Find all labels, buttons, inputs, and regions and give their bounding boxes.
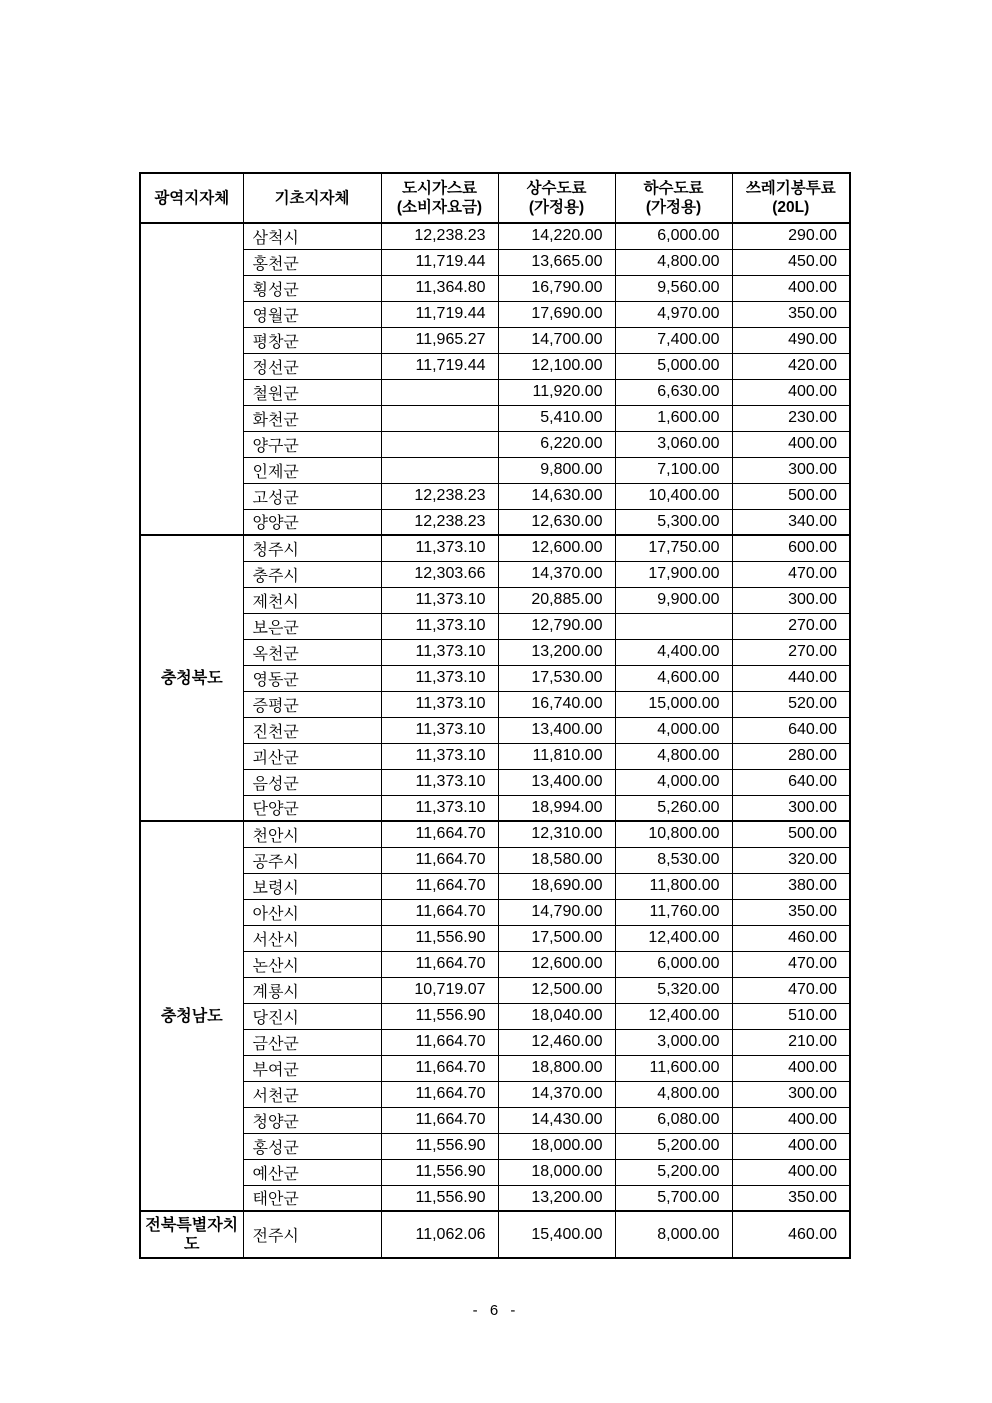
value-cell: 18,800.00	[498, 1055, 615, 1081]
value-cell: 14,630.00	[498, 483, 615, 509]
value-cell: 6,000.00	[615, 951, 732, 977]
value-cell: 280.00	[732, 743, 850, 769]
value-cell: 400.00	[732, 1133, 850, 1159]
table-row	[140, 925, 850, 951]
value-cell: 490.00	[732, 327, 850, 353]
table-row	[140, 327, 850, 353]
table-row	[140, 639, 850, 665]
value-cell: 5,000.00	[615, 353, 732, 379]
table-row	[140, 301, 850, 327]
value-cell: 12,238.23	[381, 509, 498, 535]
value-cell: 12,600.00	[498, 535, 615, 561]
city-cell: 홍천군	[243, 249, 381, 275]
value-cell: 5,700.00	[615, 1185, 732, 1211]
value-cell: 210.00	[732, 1029, 850, 1055]
value-cell: 11,664.70	[381, 1029, 498, 1055]
value-cell: 9,800.00	[498, 457, 615, 483]
value-cell: 14,220.00	[498, 223, 615, 249]
column-header-2: 기초지자체	[243, 173, 381, 223]
value-cell: 300.00	[732, 587, 850, 613]
city-cell: 제천시	[243, 587, 381, 613]
value-cell: 15,000.00	[615, 691, 732, 717]
table-row	[140, 873, 850, 899]
value-cell: 380.00	[732, 873, 850, 899]
value-cell: 11,373.10	[381, 665, 498, 691]
city-cell: 증평군	[243, 691, 381, 717]
value-cell: 18,000.00	[498, 1133, 615, 1159]
table-row	[140, 1029, 850, 1055]
city-cell: 철원군	[243, 379, 381, 405]
value-cell: 13,200.00	[498, 639, 615, 665]
value-cell: 400.00	[732, 1055, 850, 1081]
table-row	[140, 275, 850, 301]
value-cell: 5,410.00	[498, 405, 615, 431]
value-cell: 3,060.00	[615, 431, 732, 457]
value-cell: 350.00	[732, 899, 850, 925]
value-cell: 17,690.00	[498, 301, 615, 327]
city-cell: 당진시	[243, 1003, 381, 1029]
table-row	[140, 821, 850, 847]
table-row	[140, 249, 850, 275]
value-cell: 18,994.00	[498, 795, 615, 821]
table-row	[140, 535, 850, 561]
table-row	[140, 613, 850, 639]
city-cell: 횡성군	[243, 275, 381, 301]
value-cell: 11,556.90	[381, 1133, 498, 1159]
value-cell: 17,500.00	[498, 925, 615, 951]
value-cell: 5,260.00	[615, 795, 732, 821]
value-cell: 270.00	[732, 639, 850, 665]
value-cell: 400.00	[732, 1159, 850, 1185]
value-cell: 12,310.00	[498, 821, 615, 847]
value-cell: 11,373.10	[381, 613, 498, 639]
city-cell: 충주시	[243, 561, 381, 587]
value-cell: 290.00	[732, 223, 850, 249]
table-row	[140, 223, 850, 249]
value-cell: 11,719.44	[381, 249, 498, 275]
value-cell: 12,630.00	[498, 509, 615, 535]
value-cell: 13,400.00	[498, 769, 615, 795]
value-cell: 12,600.00	[498, 951, 615, 977]
value-cell: 11,600.00	[615, 1055, 732, 1081]
value-cell: 470.00	[732, 561, 850, 587]
city-cell: 음성군	[243, 769, 381, 795]
page-number: - 6 -	[472, 1302, 520, 1319]
table-row	[140, 899, 850, 925]
value-cell: 5,200.00	[615, 1159, 732, 1185]
value-cell: 11,373.10	[381, 587, 498, 613]
value-cell	[381, 431, 498, 457]
value-cell: 14,700.00	[498, 327, 615, 353]
city-cell: 천안시	[243, 821, 381, 847]
value-cell: 12,500.00	[498, 977, 615, 1003]
city-cell: 옥천군	[243, 639, 381, 665]
value-cell: 4,600.00	[615, 665, 732, 691]
value-cell: 11,920.00	[498, 379, 615, 405]
city-cell: 양구군	[243, 431, 381, 457]
value-cell: 4,400.00	[615, 639, 732, 665]
value-cell: 11,364.80	[381, 275, 498, 301]
table-row	[140, 717, 850, 743]
value-cell: 17,750.00	[615, 535, 732, 561]
value-cell: 8,000.00	[615, 1211, 732, 1258]
city-cell: 진천군	[243, 717, 381, 743]
value-cell: 11,556.90	[381, 1003, 498, 1029]
value-cell: 11,556.90	[381, 925, 498, 951]
table-row	[140, 743, 850, 769]
table-row	[140, 379, 850, 405]
value-cell: 12,100.00	[498, 353, 615, 379]
table-row	[140, 561, 850, 587]
value-cell: 450.00	[732, 249, 850, 275]
header-row	[140, 173, 850, 223]
city-cell: 괴산군	[243, 743, 381, 769]
value-cell: 11,664.70	[381, 899, 498, 925]
value-cell: 11,664.70	[381, 847, 498, 873]
value-cell: 7,100.00	[615, 457, 732, 483]
province-cell: 충청북도	[140, 535, 243, 821]
city-cell: 공주시	[243, 847, 381, 873]
table-row	[140, 1055, 850, 1081]
value-cell: 12,303.66	[381, 561, 498, 587]
value-cell: 460.00	[732, 925, 850, 951]
value-cell	[381, 379, 498, 405]
value-cell: 14,370.00	[498, 561, 615, 587]
value-cell: 300.00	[732, 457, 850, 483]
value-cell: 300.00	[732, 1081, 850, 1107]
value-cell: 18,000.00	[498, 1159, 615, 1185]
value-cell: 4,000.00	[615, 717, 732, 743]
value-cell: 440.00	[732, 665, 850, 691]
value-cell: 640.00	[732, 717, 850, 743]
city-cell: 단양군	[243, 795, 381, 821]
value-cell: 470.00	[732, 977, 850, 1003]
city-cell: 양양군	[243, 509, 381, 535]
value-cell: 400.00	[732, 431, 850, 457]
value-cell: 18,690.00	[498, 873, 615, 899]
value-cell: 470.00	[732, 951, 850, 977]
value-cell: 400.00	[732, 275, 850, 301]
city-cell: 보은군	[243, 613, 381, 639]
city-cell: 삼척시	[243, 223, 381, 249]
value-cell: 460.00	[732, 1211, 850, 1258]
value-cell: 12,400.00	[615, 925, 732, 951]
value-cell: 4,800.00	[615, 249, 732, 275]
city-cell: 영동군	[243, 665, 381, 691]
value-cell: 17,530.00	[498, 665, 615, 691]
table-row	[140, 1185, 850, 1211]
table-row	[140, 769, 850, 795]
city-cell: 인제군	[243, 457, 381, 483]
city-cell: 청양군	[243, 1107, 381, 1133]
table-row	[140, 795, 850, 821]
value-cell: 10,719.07	[381, 977, 498, 1003]
value-cell: 6,000.00	[615, 223, 732, 249]
city-cell: 보령시	[243, 873, 381, 899]
value-cell: 320.00	[732, 847, 850, 873]
city-cell: 금산군	[243, 1029, 381, 1055]
value-cell: 13,665.00	[498, 249, 615, 275]
city-cell: 아산시	[243, 899, 381, 925]
city-cell: 계룡시	[243, 977, 381, 1003]
value-cell: 270.00	[732, 613, 850, 639]
value-cell: 11,664.70	[381, 1107, 498, 1133]
value-cell: 5,320.00	[615, 977, 732, 1003]
value-cell: 14,430.00	[498, 1107, 615, 1133]
table-row	[140, 509, 850, 535]
utility-fee-table	[139, 172, 851, 1259]
value-cell	[615, 613, 732, 639]
value-cell: 11,760.00	[615, 899, 732, 925]
column-header-3: 도시가스료 (소비자요금)	[381, 173, 498, 223]
city-cell: 화천군	[243, 405, 381, 431]
city-cell: 정선군	[243, 353, 381, 379]
city-cell: 태안군	[243, 1185, 381, 1211]
value-cell: 11,719.44	[381, 353, 498, 379]
table-row	[140, 587, 850, 613]
value-cell: 13,400.00	[498, 717, 615, 743]
table-row	[140, 665, 850, 691]
city-cell: 영월군	[243, 301, 381, 327]
value-cell: 420.00	[732, 353, 850, 379]
value-cell: 18,040.00	[498, 1003, 615, 1029]
city-cell: 전주시	[243, 1211, 381, 1258]
value-cell: 6,220.00	[498, 431, 615, 457]
city-cell: 청주시	[243, 535, 381, 561]
value-cell: 4,800.00	[615, 1081, 732, 1107]
value-cell: 13,200.00	[498, 1185, 615, 1211]
value-cell: 11,373.10	[381, 691, 498, 717]
city-cell: 논산시	[243, 951, 381, 977]
value-cell: 230.00	[732, 405, 850, 431]
value-cell: 340.00	[732, 509, 850, 535]
province-cell	[140, 223, 243, 535]
table-row	[140, 353, 850, 379]
value-cell: 11,373.10	[381, 769, 498, 795]
value-cell: 17,900.00	[615, 561, 732, 587]
table-row	[140, 405, 850, 431]
value-cell: 12,400.00	[615, 1003, 732, 1029]
city-cell: 홍성군	[243, 1133, 381, 1159]
value-cell: 16,740.00	[498, 691, 615, 717]
city-cell: 서천군	[243, 1081, 381, 1107]
column-header-4: 상수도료 (가정용)	[498, 173, 615, 223]
value-cell: 4,970.00	[615, 301, 732, 327]
value-cell: 18,580.00	[498, 847, 615, 873]
value-cell: 400.00	[732, 379, 850, 405]
table-row	[140, 1211, 850, 1258]
value-cell: 12,790.00	[498, 613, 615, 639]
value-cell: 500.00	[732, 483, 850, 509]
value-cell: 11,373.10	[381, 743, 498, 769]
value-cell: 10,400.00	[615, 483, 732, 509]
value-cell: 14,790.00	[498, 899, 615, 925]
value-cell: 20,885.00	[498, 587, 615, 613]
table-row	[140, 951, 850, 977]
table-row	[140, 1003, 850, 1029]
value-cell: 520.00	[732, 691, 850, 717]
value-cell: 11,556.90	[381, 1159, 498, 1185]
value-cell: 11,664.70	[381, 951, 498, 977]
table-row	[140, 847, 850, 873]
value-cell: 640.00	[732, 769, 850, 795]
table-row	[140, 1133, 850, 1159]
value-cell: 600.00	[732, 535, 850, 561]
table-row	[140, 691, 850, 717]
value-cell: 12,238.23	[381, 483, 498, 509]
value-cell: 11,664.70	[381, 1055, 498, 1081]
value-cell: 14,370.00	[498, 1081, 615, 1107]
value-cell: 12,238.23	[381, 223, 498, 249]
value-cell: 300.00	[732, 795, 850, 821]
city-cell: 부여군	[243, 1055, 381, 1081]
value-cell: 6,080.00	[615, 1107, 732, 1133]
table-row	[140, 1107, 850, 1133]
value-cell: 1,600.00	[615, 405, 732, 431]
value-cell: 11,965.27	[381, 327, 498, 353]
value-cell: 11,373.10	[381, 535, 498, 561]
value-cell: 11,800.00	[615, 873, 732, 899]
value-cell: 4,800.00	[615, 743, 732, 769]
value-cell: 8,530.00	[615, 847, 732, 873]
value-cell: 350.00	[732, 301, 850, 327]
province-cell: 전북특별자치도	[140, 1211, 243, 1258]
value-cell: 11,664.70	[381, 873, 498, 899]
value-cell: 11,373.10	[381, 795, 498, 821]
value-cell: 510.00	[732, 1003, 850, 1029]
province-cell: 충청남도	[140, 821, 243, 1211]
value-cell: 11,664.70	[381, 1081, 498, 1107]
table-row	[140, 1159, 850, 1185]
value-cell: 350.00	[732, 1185, 850, 1211]
value-cell: 12,460.00	[498, 1029, 615, 1055]
value-cell: 3,000.00	[615, 1029, 732, 1055]
value-cell: 11,062.06	[381, 1211, 498, 1258]
value-cell	[381, 405, 498, 431]
value-cell	[381, 457, 498, 483]
value-cell: 7,400.00	[615, 327, 732, 353]
value-cell: 11,719.44	[381, 301, 498, 327]
column-header-1: 광역지자체	[140, 173, 243, 223]
value-cell: 400.00	[732, 1107, 850, 1133]
table-row	[140, 431, 850, 457]
value-cell: 10,800.00	[615, 821, 732, 847]
value-cell: 500.00	[732, 821, 850, 847]
value-cell: 5,200.00	[615, 1133, 732, 1159]
value-cell: 16,790.00	[498, 275, 615, 301]
value-cell: 9,900.00	[615, 587, 732, 613]
city-cell: 서산시	[243, 925, 381, 951]
value-cell: 11,373.10	[381, 717, 498, 743]
value-cell: 9,560.00	[615, 275, 732, 301]
value-cell: 11,810.00	[498, 743, 615, 769]
value-cell: 15,400.00	[498, 1211, 615, 1258]
city-cell: 평창군	[243, 327, 381, 353]
value-cell: 6,630.00	[615, 379, 732, 405]
value-cell: 4,000.00	[615, 769, 732, 795]
value-cell: 5,300.00	[615, 509, 732, 535]
value-cell: 11,556.90	[381, 1185, 498, 1211]
table-row	[140, 977, 850, 1003]
table-row	[140, 483, 850, 509]
table-row	[140, 1081, 850, 1107]
value-cell: 11,664.70	[381, 821, 498, 847]
value-cell: 11,373.10	[381, 639, 498, 665]
column-header-5: 하수도료 (가정용)	[615, 173, 732, 223]
table-row	[140, 457, 850, 483]
city-cell: 예산군	[243, 1159, 381, 1185]
column-header-6: 쓰레기봉투료 (20L)	[732, 173, 850, 223]
city-cell: 고성군	[243, 483, 381, 509]
